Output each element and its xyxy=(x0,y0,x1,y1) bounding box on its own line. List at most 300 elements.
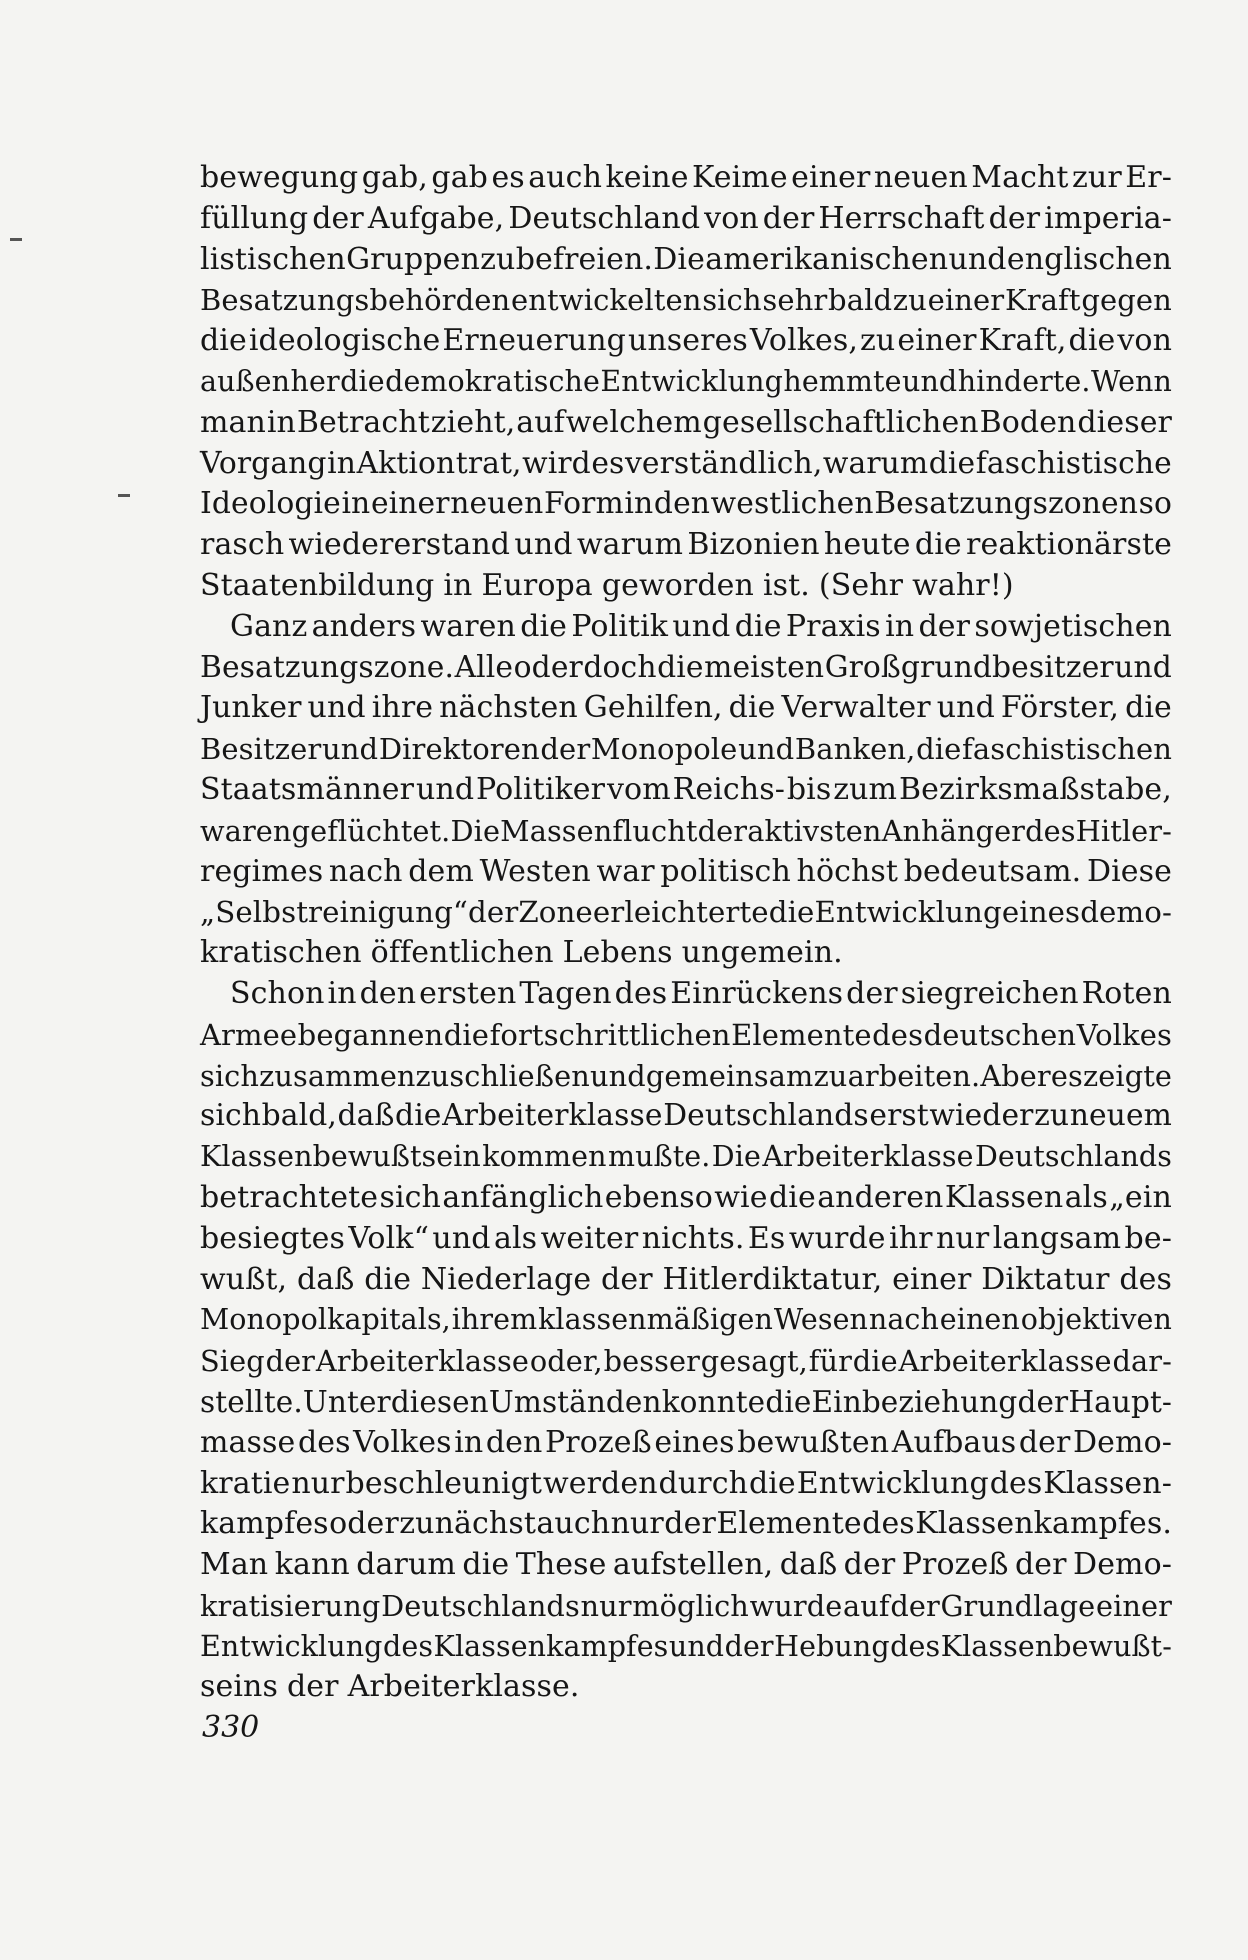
text-word: Aktion xyxy=(356,445,456,481)
text-word: geworden xyxy=(601,567,754,603)
text-word: be- xyxy=(1124,1220,1172,1256)
text-word: Bezirksmaßstabe, xyxy=(898,771,1172,807)
text-word: Politik xyxy=(571,608,669,644)
text-word: Hebung xyxy=(774,1629,890,1663)
text-word: Roten xyxy=(1081,975,1172,1011)
margin-mark-upper xyxy=(10,238,22,241)
text-word: Elemente xyxy=(716,1506,862,1542)
text-word: einer xyxy=(897,323,977,359)
text-word: masse xyxy=(200,1424,296,1460)
text-word: seins xyxy=(200,1669,278,1705)
text-word: dieser xyxy=(1077,404,1172,440)
text-word: regimes xyxy=(200,853,324,889)
text-word: dar- xyxy=(1112,1344,1172,1379)
text-word: den xyxy=(485,1424,543,1460)
text-word: zeigte xyxy=(1083,1058,1172,1093)
text-word: es xyxy=(491,160,525,195)
text-word: amerikanischen xyxy=(705,241,949,277)
text-word: Gehilfen, xyxy=(583,690,723,726)
text-word: wieder xyxy=(929,1098,1034,1134)
text-word: als xyxy=(1064,1179,1108,1215)
text-word: heute xyxy=(823,527,911,563)
text-word: Politiker xyxy=(476,771,606,807)
text-word: sehr xyxy=(762,283,828,318)
text-word: die xyxy=(765,1384,812,1419)
text-word: „Selbstreinigung“ xyxy=(200,895,468,930)
text-word: Die xyxy=(653,241,705,277)
text-word: trat, xyxy=(455,445,522,481)
text-line xyxy=(200,648,1172,689)
text-word: nichts. xyxy=(641,1220,745,1256)
text-word: die xyxy=(1125,690,1172,726)
text-word: anders xyxy=(311,608,417,644)
text-word: englischen xyxy=(1006,241,1172,277)
text-word: siegreichen xyxy=(900,975,1079,1011)
text-word: der xyxy=(265,1344,316,1379)
text-word: These xyxy=(515,1547,607,1583)
text-word: Unter xyxy=(302,1384,391,1419)
page-number: 330 xyxy=(202,1710,260,1745)
text-word: und xyxy=(322,732,379,767)
text-word: die xyxy=(200,323,247,359)
text-word: und xyxy=(416,771,475,807)
text-word: doch xyxy=(583,649,657,685)
text-word: möglich xyxy=(632,1588,749,1623)
text-word: imperia- xyxy=(1044,200,1172,236)
text-word: Praxis xyxy=(785,608,881,644)
text-line xyxy=(200,974,1172,1015)
text-word: Entwicklung xyxy=(200,1629,383,1663)
text-word: höchst xyxy=(796,853,899,889)
text-word: keine xyxy=(605,160,689,195)
text-word: aufstellen, xyxy=(612,1547,774,1583)
text-word: Man xyxy=(200,1547,269,1583)
text-word: Anhänger xyxy=(881,813,1026,848)
text-word: Klassenbewußt- xyxy=(940,1629,1172,1663)
text-line xyxy=(200,1545,1172,1586)
text-word: des xyxy=(890,1629,941,1663)
text-word: nächsten xyxy=(439,690,578,726)
text-word: dem xyxy=(408,853,474,889)
text-word: Banken, xyxy=(794,732,916,767)
text-line xyxy=(200,158,1172,199)
text-word: Aufbaus xyxy=(891,1424,1017,1460)
text-word: und xyxy=(948,241,1007,277)
text-word: Betracht xyxy=(296,404,430,440)
text-word: fortschrittlichen xyxy=(489,1017,731,1052)
text-word: Tagen xyxy=(519,975,612,1011)
text-word: wiedererstand xyxy=(288,527,511,563)
text-word: zu xyxy=(480,241,516,277)
text-word: Förster, xyxy=(1000,690,1120,726)
text-word: neuem xyxy=(1069,1098,1172,1134)
text-word: in xyxy=(454,1424,484,1460)
text-word: Deutschland xyxy=(508,200,701,236)
text-word: kommen xyxy=(482,1140,607,1174)
text-word: Keime xyxy=(692,160,788,195)
text-word: Großgrundbesitzer xyxy=(824,649,1114,685)
text-word: ersten xyxy=(419,975,517,1011)
text-word: einer xyxy=(892,1261,972,1297)
text-word: bedeutsam. xyxy=(903,853,1082,889)
text-word: Arbeiterklasse. xyxy=(347,1669,580,1705)
text-word: gab, xyxy=(361,160,428,195)
text-word: auf xyxy=(516,404,565,440)
text-word: Einrückens xyxy=(670,975,844,1011)
text-word: Staatsmänner xyxy=(200,771,415,807)
text-line xyxy=(200,1178,1172,1219)
text-word: und xyxy=(902,364,958,398)
text-line xyxy=(200,1341,1172,1382)
text-word: Arbeiterklasse xyxy=(898,1344,1112,1379)
text-word: klassenmäßigen xyxy=(538,1303,773,1337)
text-word: Niederlage xyxy=(420,1261,592,1297)
text-word: nur xyxy=(936,1220,990,1256)
text-word: Elemente xyxy=(731,1017,872,1052)
text-word: Alle xyxy=(454,649,514,685)
text-word: und xyxy=(307,690,366,726)
text-word: Verwalter xyxy=(781,690,931,726)
text-word: welchem xyxy=(565,404,702,440)
text-word: diesen xyxy=(390,1384,489,1419)
text-word: Gruppen xyxy=(346,241,480,277)
text-line xyxy=(200,240,1172,281)
text-word: der xyxy=(697,813,748,848)
text-word: Monopole xyxy=(590,732,738,767)
text-line xyxy=(200,1260,1172,1301)
text-word: Es xyxy=(747,1220,786,1256)
text-word: Ganz xyxy=(230,608,308,644)
text-word: die xyxy=(734,608,782,644)
text-word: die xyxy=(914,527,962,563)
text-word: des xyxy=(862,1506,915,1542)
text-word: reaktionärste xyxy=(966,527,1172,563)
text-line xyxy=(200,1464,1172,1505)
margin-mark-lower xyxy=(118,494,130,497)
text-word: betrachtete xyxy=(200,1179,379,1215)
text-word: der xyxy=(601,1261,653,1297)
text-word: füllung xyxy=(200,200,309,236)
text-word: der xyxy=(890,1588,940,1623)
text-word: begannen xyxy=(297,1017,444,1052)
text-word: Hitlerdiktatur, xyxy=(662,1261,883,1297)
text-word: Schon xyxy=(230,975,325,1011)
text-word: Besatzungszonen xyxy=(874,486,1138,522)
text-line xyxy=(200,280,1172,321)
text-word: neuen xyxy=(873,160,968,195)
text-line xyxy=(200,362,1172,403)
text-word: hemmte xyxy=(783,364,902,398)
text-word: Wesen xyxy=(773,1303,868,1337)
text-word: ist. xyxy=(762,567,810,603)
text-word: und xyxy=(514,527,573,563)
text-word: Volk“ xyxy=(348,1220,430,1256)
text-word: die xyxy=(340,364,385,398)
text-word: in xyxy=(327,975,357,1011)
text-word: mußte. xyxy=(607,1140,711,1174)
text-word: Diktatur xyxy=(981,1261,1110,1297)
text-word: kampfes xyxy=(200,1506,329,1542)
text-word: Monopolkapitals, xyxy=(200,1303,451,1337)
text-word: stellte. xyxy=(200,1384,303,1419)
text-word: unseres xyxy=(627,323,748,359)
text-word: die xyxy=(443,1017,490,1052)
text-word: die xyxy=(748,1465,796,1501)
text-word: Staatenbildung xyxy=(200,567,435,603)
text-word: ungemein. xyxy=(681,935,843,971)
text-word: anderen xyxy=(817,1179,944,1215)
text-word: listischen xyxy=(200,241,346,277)
text-word: in xyxy=(443,567,473,603)
text-word: waren xyxy=(420,608,516,644)
text-word: einer xyxy=(1095,1588,1172,1623)
text-word: Hitler- xyxy=(1075,813,1172,848)
text-word: Aber xyxy=(980,1058,1051,1093)
text-line xyxy=(200,1300,1172,1341)
text-word: die xyxy=(1068,323,1116,359)
text-word: Klassen xyxy=(944,1179,1064,1215)
text-word: Klassen- xyxy=(1043,1465,1172,1501)
text-word: weiter xyxy=(540,1220,639,1256)
text-word: Form xyxy=(544,486,624,522)
text-word: zunächst xyxy=(399,1506,536,1542)
text-word: Erneuerung xyxy=(442,323,626,359)
text-word: die xyxy=(916,732,962,767)
text-word: die xyxy=(520,608,568,644)
text-word: rasch xyxy=(200,527,285,563)
text-word: Direktoren xyxy=(378,732,540,767)
text-word: die xyxy=(728,690,776,726)
text-word: kann xyxy=(274,1547,350,1583)
text-word: zusammenzuschließen xyxy=(259,1058,590,1093)
text-word: und xyxy=(936,690,995,726)
text-word: von xyxy=(1117,323,1172,359)
text-word: Entwicklung xyxy=(796,1465,989,1501)
text-word: gegen xyxy=(1081,283,1172,318)
text-word: wahr!) xyxy=(912,567,1014,603)
text-word: warum xyxy=(822,445,929,481)
text-word: ihr xyxy=(889,1220,933,1256)
text-word: als xyxy=(493,1220,538,1256)
text-word: Kraft xyxy=(1004,283,1081,318)
text-word: in xyxy=(624,486,654,522)
text-word: entwickelten xyxy=(510,283,702,318)
text-word: warum xyxy=(576,527,684,563)
text-word: ideologische xyxy=(248,323,441,359)
text-word: verständlich, xyxy=(624,445,823,481)
text-word: der xyxy=(664,1506,716,1542)
text-word: Vorgang xyxy=(200,445,327,481)
text-word: gab xyxy=(431,160,488,195)
text-word: des xyxy=(614,975,668,1011)
text-word: für xyxy=(808,1344,852,1379)
text-word: besiegtes xyxy=(200,1220,346,1256)
text-word: Wenn xyxy=(1091,364,1172,398)
text-word: auch xyxy=(536,1506,611,1542)
text-word: Armee xyxy=(200,1017,298,1052)
text-word: hinderte. xyxy=(957,364,1091,398)
text-line xyxy=(200,1504,1172,1545)
text-word: die xyxy=(768,1179,816,1215)
text-word: sich xyxy=(200,1058,259,1093)
text-word: in xyxy=(266,404,296,440)
text-word: her xyxy=(290,364,340,398)
text-word: der xyxy=(846,975,898,1011)
text-word: Volkes xyxy=(353,1424,452,1460)
text-word: der xyxy=(312,200,364,236)
text-word: westlichen xyxy=(710,486,874,522)
text-word: die xyxy=(462,1547,510,1583)
text-word: nach xyxy=(868,1303,939,1337)
text-word: Arbeiterklasse xyxy=(442,1098,663,1134)
text-word: gesellschaftlichen xyxy=(702,404,979,440)
text-word: in xyxy=(327,445,357,481)
text-word: und xyxy=(432,1220,491,1256)
text-word: Entwicklung xyxy=(814,895,1002,930)
text-word: des xyxy=(989,1465,1043,1501)
text-word: nur xyxy=(291,1465,345,1501)
text-word: Besitzer xyxy=(200,732,322,767)
text-word: demokratische xyxy=(385,364,600,398)
text-word: Prozeß xyxy=(545,1424,652,1460)
text-word: die xyxy=(364,1261,412,1297)
text-word: bald, xyxy=(261,1098,337,1134)
text-word: erleichterte xyxy=(592,895,769,930)
text-word: Klassenbewußtsein xyxy=(200,1140,481,1174)
text-word: Klassenkampfes. xyxy=(915,1506,1172,1542)
text-word: daß xyxy=(296,1261,355,1297)
text-word: erst xyxy=(869,1098,929,1134)
text-word: sich xyxy=(379,1179,441,1215)
text-line xyxy=(200,566,1172,607)
text-word: gemeinsam xyxy=(645,1058,814,1093)
text-word: des xyxy=(1119,1261,1172,1297)
text-word: der xyxy=(468,895,519,930)
text-word: außen xyxy=(200,364,291,398)
text-word: vom xyxy=(606,771,671,807)
text-line xyxy=(200,525,1172,566)
text-line xyxy=(200,484,1172,525)
text-word: Die xyxy=(711,1140,761,1174)
text-word: meisten xyxy=(704,649,825,685)
text-word: einer xyxy=(927,283,1005,318)
text-word: die xyxy=(768,895,815,930)
text-word: aktivsten xyxy=(747,813,882,848)
text-word: wird xyxy=(522,445,591,481)
text-word: der xyxy=(1017,1384,1069,1419)
text-word: objektiven xyxy=(1020,1303,1172,1337)
text-line xyxy=(200,444,1172,485)
text-word: arbeiten. xyxy=(847,1058,981,1093)
text-line xyxy=(200,933,1172,974)
text-word: zu xyxy=(813,1058,848,1093)
text-word: der xyxy=(540,732,591,767)
text-word: ihre xyxy=(371,690,434,726)
text-word: Arbeiterklasse xyxy=(315,1344,529,1379)
text-word: demo- xyxy=(1080,895,1172,930)
text-line xyxy=(200,729,1172,770)
text-word: Reichs- xyxy=(672,771,785,807)
text-word: befreien. xyxy=(515,241,653,277)
text-word: der xyxy=(988,200,1041,236)
text-word: wurde xyxy=(749,1588,843,1623)
text-word: Diese xyxy=(1086,853,1172,889)
text-word: und xyxy=(1114,649,1172,685)
text-word: daß xyxy=(337,1098,395,1134)
text-word: der xyxy=(762,200,815,236)
text-line xyxy=(200,1137,1172,1178)
text-word: der xyxy=(724,1629,774,1663)
text-word: nur xyxy=(610,1506,664,1542)
text-word: oder xyxy=(329,1506,399,1542)
text-word: die xyxy=(928,445,976,481)
text-word: Boden xyxy=(979,404,1077,440)
text-word: den xyxy=(359,975,417,1011)
text-word: der xyxy=(918,608,971,644)
text-word: die xyxy=(657,649,704,685)
text-word: Deutschlands xyxy=(381,1588,580,1623)
text-word: daß xyxy=(779,1547,838,1583)
text-word: die xyxy=(852,1344,898,1379)
text-word: Deutschlands xyxy=(974,1140,1172,1174)
text-word: eines xyxy=(1001,895,1081,930)
text-word: in xyxy=(341,486,371,522)
text-word: nach xyxy=(328,853,403,889)
text-word: Ideologie xyxy=(200,486,341,522)
text-word: Einbeziehung xyxy=(811,1384,1018,1419)
text-word: von xyxy=(704,200,759,236)
body-text xyxy=(200,158,1172,1708)
text-word: oder, xyxy=(529,1344,603,1379)
text-word: faschistische xyxy=(975,445,1172,481)
text-word: darum xyxy=(356,1547,456,1583)
text-word: Volkes xyxy=(1076,1017,1172,1052)
text-word: zur xyxy=(1072,160,1122,195)
text-line xyxy=(200,1015,1172,1056)
text-word: man xyxy=(200,404,266,440)
text-word: bewegung xyxy=(200,160,359,195)
text-word: es xyxy=(591,445,625,481)
text-word: kratisierung xyxy=(200,1588,381,1623)
text-word: Er- xyxy=(1125,160,1172,195)
text-line xyxy=(200,1382,1172,1423)
text-line xyxy=(200,1219,1172,1260)
text-word: wußt, xyxy=(200,1261,288,1297)
text-word: Die xyxy=(450,813,501,848)
text-line xyxy=(200,199,1172,240)
text-word: des xyxy=(297,1424,351,1460)
text-word: zum xyxy=(833,771,898,807)
text-word: sich xyxy=(702,283,762,318)
text-word: einer xyxy=(791,160,871,195)
text-word: auf xyxy=(843,1588,890,1623)
text-word: faschistischen xyxy=(962,732,1172,767)
text-word: Grundlage xyxy=(940,1588,1096,1623)
text-word: Prozeß xyxy=(901,1547,1009,1583)
text-word: bis xyxy=(786,771,832,807)
text-word: sowjetischen xyxy=(974,608,1172,644)
text-word: waren xyxy=(200,813,292,848)
text-line xyxy=(200,607,1172,648)
text-word: Europa xyxy=(481,567,593,603)
text-word: zu xyxy=(892,283,927,318)
text-word: der xyxy=(1014,1547,1067,1583)
text-word: einen xyxy=(939,1303,1020,1337)
text-word: eines xyxy=(654,1424,735,1460)
text-word: den xyxy=(653,486,711,522)
text-word: kratie xyxy=(200,1465,291,1501)
text-word: und xyxy=(672,608,731,644)
